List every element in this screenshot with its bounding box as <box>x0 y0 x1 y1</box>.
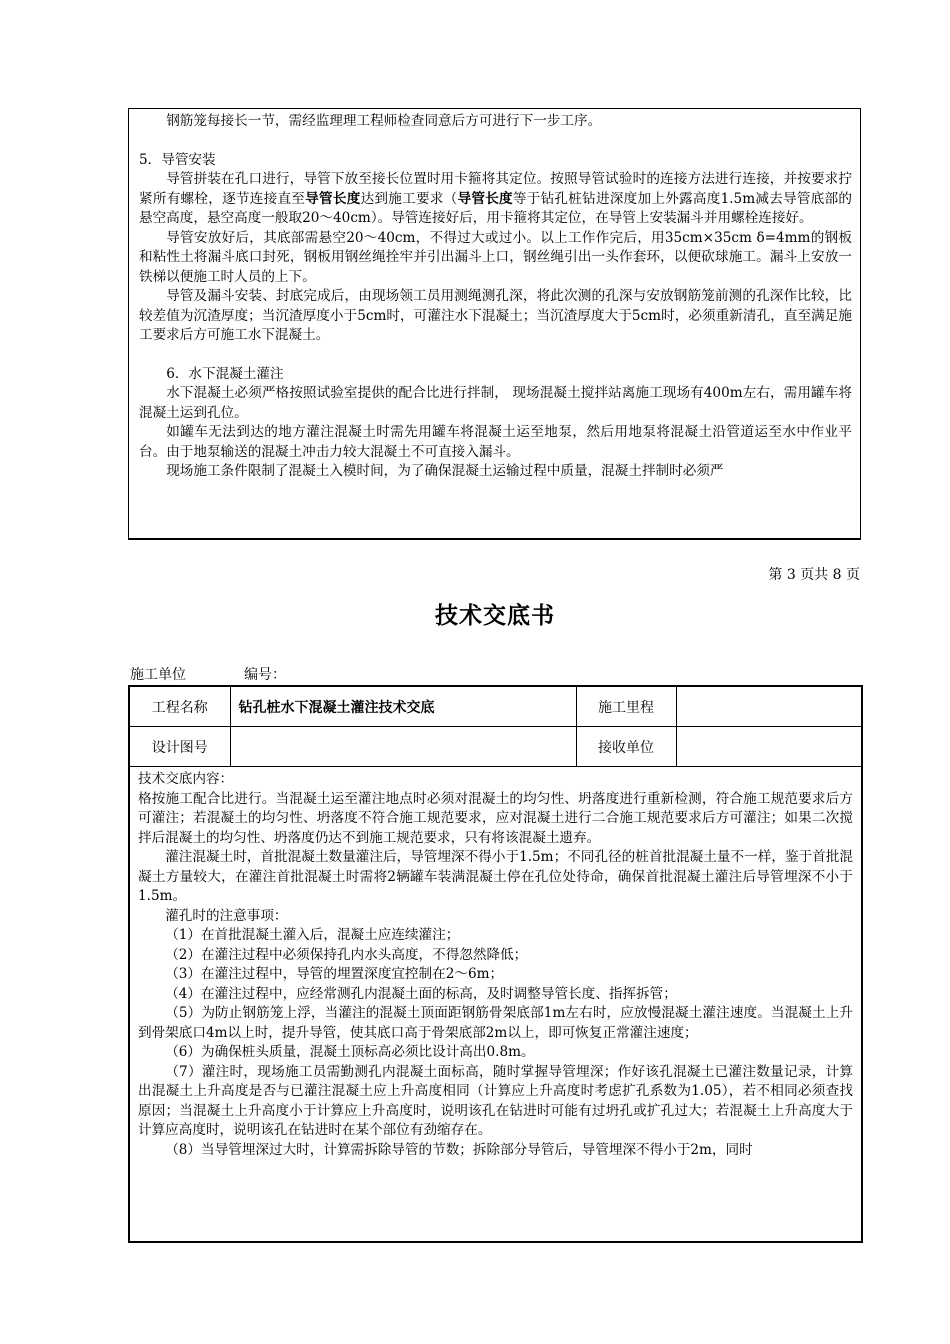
project-name-value: 钻孔桩水下混凝土灌注技术交底 <box>230 687 576 727</box>
list-item: （5）为防止钢筋笼上浮，当灌注的混凝土顶面距钢筋骨架底部1m左右时，应放慢混凝土灌注速度。当混凝土上升到骨架底口4m以上时，提升导管，使其底口高于骨架底部2m以上，即可恢复正常灌注速度； <box>138 1005 853 1041</box>
mileage-value <box>676 687 861 727</box>
content-intro: 技术交底内容： <box>138 771 234 787</box>
section-heading-5: 5．导管安装 <box>139 151 216 168</box>
table-row <box>130 687 861 727</box>
disclosure-form <box>128 685 863 1243</box>
paragraph: 水下混凝土必须严格按照试验室提供的配合比进行拌制， 现场混凝土搅拌站离施工现场有400m左右，需用罐车将混凝土运到孔位。 <box>139 385 852 421</box>
table-row <box>130 727 861 767</box>
unit-label: 施工单位 <box>130 667 186 683</box>
list-item: （1）在首批混凝土灌入后，混凝土应连续灌注； <box>165 927 460 943</box>
number-label: 编号： <box>244 667 286 683</box>
paragraph: 如罐车无法到达的地方灌注混凝土时需先用罐车将混凝土运至地泵，然后用地泵将混凝土沿管道运至水中作业平台。由于地泵输送的混凝土冲击力较大混凝土不可直接入漏斗。 <box>139 424 852 460</box>
receiver-value <box>676 727 861 767</box>
list-item: （7）灌注时，现场施工员需勤测孔内混凝土面标高，随时掌握导管埋深；作好该孔混凝土已灌注数量记录，计算出混凝土上升高度是否与已灌注混凝土应上升高度相同（计算应上升高度时考虑扩孔系数为1.05），若不相同必须查找原因；当混凝土上升高度小于计算应上升高度时，说明该孔在钻进时可能有过坍孔或扩孔过大；若混凝土上升高度大于计算应高度时，说明该孔在钻进时在某个部位有劲缩存在。 <box>138 1063 853 1138</box>
list-item: （2）在灌注过程中必须保持孔内水头高度，不得忽然降低； <box>165 946 528 963</box>
mileage-label: 施工里程 <box>576 687 676 727</box>
paragraph: 导管及漏斗安装、封底完成后，由现场领工员用测绳测孔深，将此次测的孔深与安放钢筋笼前测的孔深作比较，比较差值为沉渣厚度；当沉渣厚度小于5cm时，可灌注水下混凝土；当沉渣厚度大于5cm时，必须重新清孔，直至满足施工要求后方可施工水下混凝土。 <box>139 288 852 343</box>
paragraph: 导管拼装在孔口进行，导管下放至接长位置时用卡箍将其定位。按照导管试验时的连接方法进行连接，并按要求拧紧所有螺栓，逐节连接直至导管长度达到施工要求（导管长度等于钻孔桩钻进深度加上外露高度1.5m减去导管底部的悬空高度，悬空高度一般取20～40cm）。导管连接好后，用卡箍将其定位，在导管上安装漏斗并用螺栓连接好。 <box>139 171 853 226</box>
info-table <box>130 687 861 767</box>
list-item: （8）当导管埋深过大时，计算需拆除导管的节数；拆除部分导管后，导管埋深不得小于2m，同时 <box>165 1141 753 1158</box>
list-item: （3）在灌注过程中，导管的埋置深度宜控制在2～6m； <box>165 966 504 982</box>
paragraph: 灌注混凝土时，首批混凝土数量灌注后，导管埋深不得小于1.5m；不同孔径的桩首批混凝土量不一样，鉴于首批混凝土方量较大，在灌注首批混凝土时需将2辆罐车装满混凝土停在孔位处待命，确保首批混凝土灌注后导管埋深不小于1.5m。 <box>138 849 853 904</box>
unit-line <box>130 664 286 684</box>
section-heading-6: 6．水下混凝土灌注 <box>166 365 284 382</box>
page-number: 第 3 页共 8 页 <box>768 567 860 583</box>
previous-page-text <box>139 112 852 482</box>
document-title: 技术交底书 <box>435 603 555 629</box>
disclosure-content <box>138 770 853 1160</box>
drawing-value <box>230 727 576 767</box>
paragraph: 灌孔时的注意事项： <box>165 907 288 924</box>
paragraph: 现场施工条件限制了混凝土入模时间，为了确保混凝土运输过程中质量，混凝土拌制时必须严 <box>166 463 724 479</box>
paragraph: 格按施工配合比进行。当混凝土运至灌注地点时必须对混凝土的均匀性、坍落度进行重新检测，符合施工规范要求后方可灌注；若混凝土的均匀性、坍落度不符合施工规范要求，应对混凝土进行二合施工规范要求后方可灌注；如果二次搅拌后混凝土的均匀性、坍落度仍达不到施工规范要求，只有将该混凝土遗弃。 <box>138 790 853 846</box>
previous-page-content-box <box>128 108 861 539</box>
drawing-label: 设计图号 <box>130 727 230 767</box>
receiver-label: 接收单位 <box>576 727 676 767</box>
paragraph: 导管安放好后，其底部需悬空20～40cm，不得过大或过小。以上工作作完后，用35cm×35cm δ=4mm的钢板和粘性土将漏斗底口封死，钢板用钢丝绳拴牢并引出漏斗上口，钢丝绳引出一头作套环，以便砍球施工。漏斗上安放一铁梯以便施工时人员的上下。 <box>139 229 852 285</box>
project-name-label: 工程名称 <box>130 687 230 727</box>
paragraph: 钢筋笼每接长一节，需经监理理工程师检查同意后方可进行下一步工序。 <box>166 113 602 129</box>
list-item: （6）为确保桩头质量，混凝土顶标高必须比设计高出0.8m。 <box>165 1044 535 1060</box>
list-item: （4）在灌注过程中，应经常测孔内混凝土面的标高，及时调整导管长度、指挥拆管； <box>165 985 677 1002</box>
